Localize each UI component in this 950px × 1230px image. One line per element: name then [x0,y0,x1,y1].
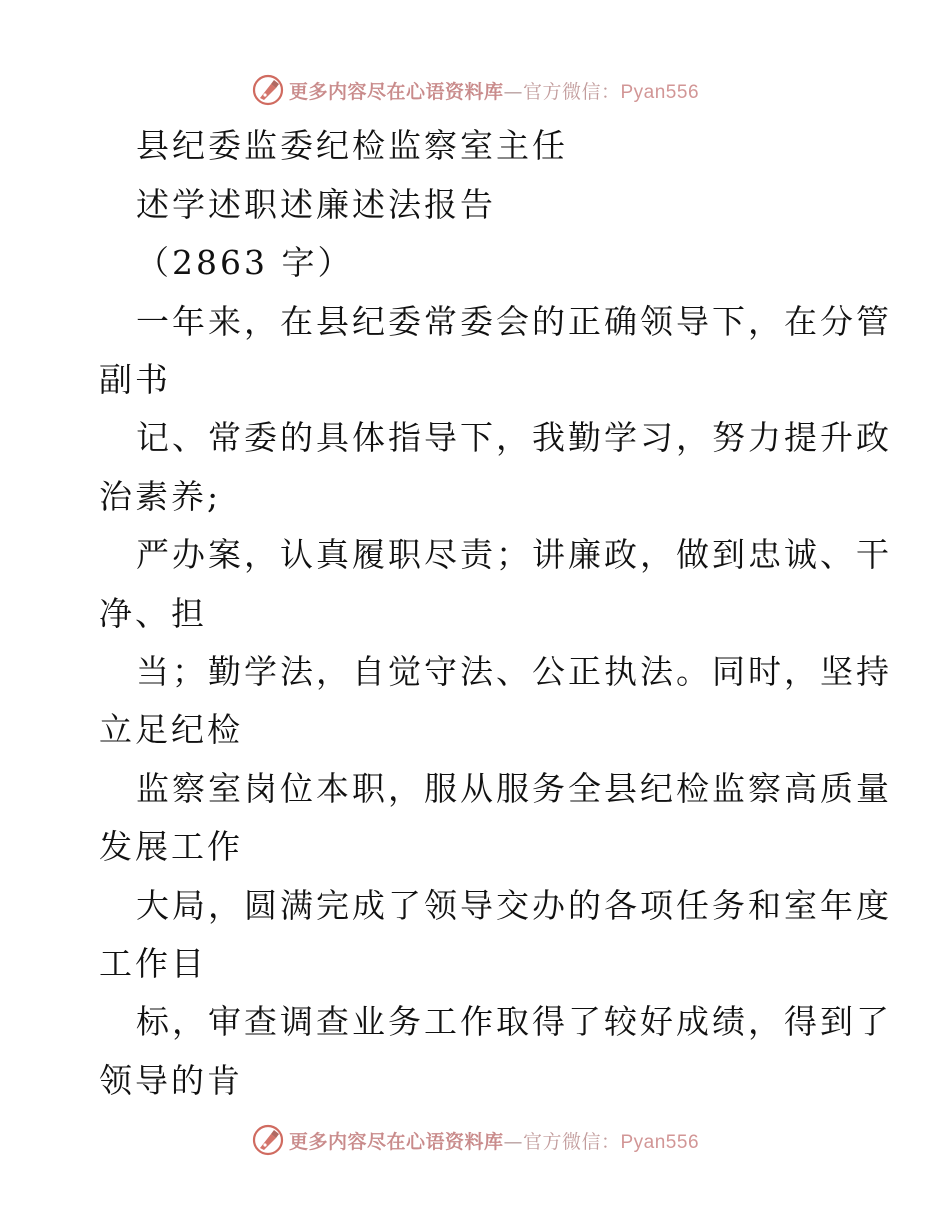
doc-body-line: 严办案，认真履职尽责；讲廉政，做到忠诚、干 [136,535,892,574]
watermark-footer [0,1120,950,1160]
pen-nib-logo-icon [251,1123,285,1157]
watermark-dash: — [503,1130,523,1153]
doc-body-line: 副书 [99,360,171,399]
watermark-main-text: 更多内容尽在心语资料库 [288,1130,504,1153]
doc-body-line: 记、常委的具体指导下，我勤学习，努力提升政 [136,418,892,457]
watermark-text [289,1127,699,1154]
watermark-text [289,77,699,104]
watermark-id: Pyan556 [620,81,700,103]
doc-body-line: 一年来，在县纪委常委会的正确领导下，在分管 [136,302,892,341]
watermark-main-text: 更多内容尽在心语资料库 [288,80,504,103]
doc-body-line: 监察室岗位本职，服从服务全县纪检监察高质量 [136,769,892,808]
doc-title-line-2: 述学述职述廉述法报告 [136,185,496,224]
doc-body-line: 发展工作 [99,827,243,866]
watermark-id: Pyan556 [620,1131,700,1153]
doc-title-line-1: 县纪委监委纪检监察室主任 [136,126,568,165]
watermark-dash: — [503,80,523,103]
doc-body-line: 治素养; [99,477,222,516]
watermark-sub-text: 官方微信： [522,80,621,103]
doc-body-line: 标，审查调查业务工作取得了较好成绩，得到了 [136,1002,892,1041]
doc-body-line: 大局，圆满完成了领导交办的各项任务和室年度 [136,886,892,925]
doc-body-line: 立足纪检 [99,710,243,749]
watermark-sub-text: 官方微信： [522,1130,621,1153]
watermark-header [0,70,950,110]
pen-nib-logo-icon [251,73,285,107]
doc-body-line: 工作目 [99,944,207,983]
doc-body-line: 当；勤学法，自觉守法、公正执法。同时，坚持 [136,652,892,691]
doc-body-line: 领导的肯 [99,1061,243,1100]
doc-body-line: 净、担 [99,594,207,633]
doc-word-count: （2863 字） [136,243,354,282]
